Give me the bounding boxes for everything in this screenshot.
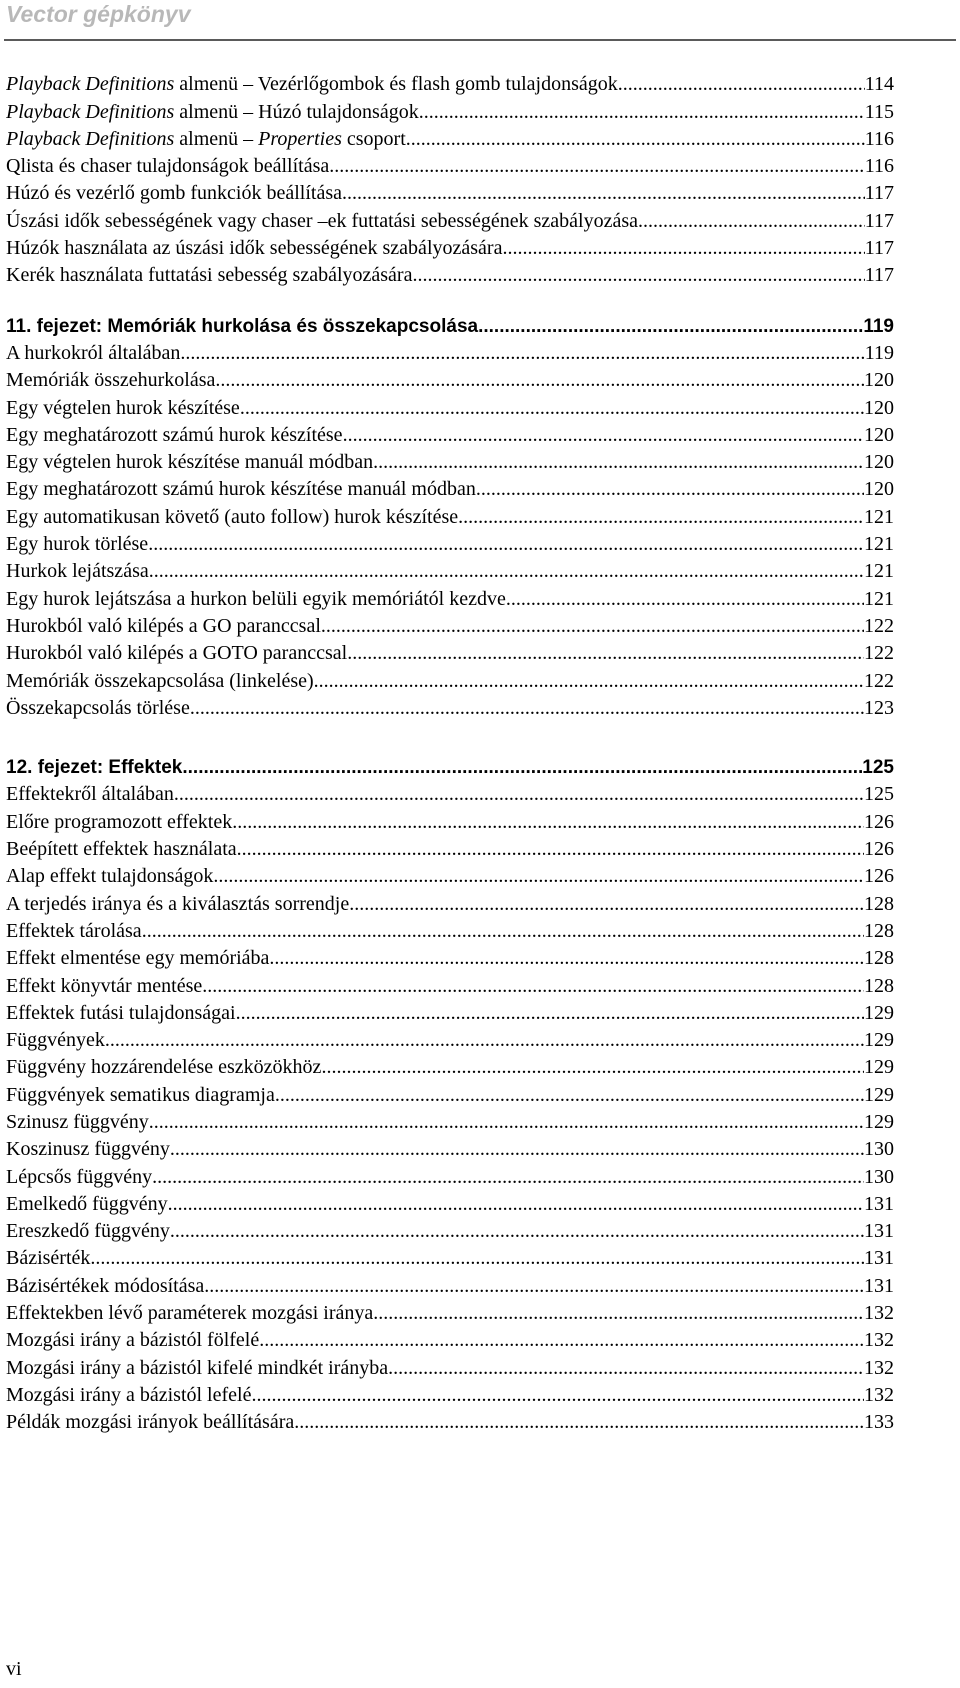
toc-entry[interactable]	[6, 1081, 894, 1108]
toc-entry-title: Koszinusz függvény	[6, 1138, 170, 1161]
toc-entry[interactable]	[6, 972, 894, 999]
toc-entry[interactable]	[6, 1409, 894, 1436]
toc-entry-title: Húzó és vezérlő gomb funkciók beállítása	[6, 182, 342, 205]
toc-entry-title: Emelkedő függvény	[6, 1192, 168, 1215]
toc-entry[interactable]	[6, 613, 894, 640]
toc-entry[interactable]	[6, 667, 894, 694]
dot-leader	[237, 836, 864, 863]
dot-leader	[314, 668, 864, 695]
toc-entry[interactable]	[6, 863, 894, 890]
toc-entry-page: 121	[864, 560, 894, 583]
table-of-contents	[6, 71, 894, 1436]
toc-entry[interactable]	[6, 808, 894, 835]
toc-entry-title: Szinusz függvény	[6, 1110, 149, 1133]
dot-leader	[240, 395, 864, 422]
toc-entry-page: 117	[864, 182, 894, 205]
toc-entry[interactable]	[6, 126, 894, 153]
toc-entry[interactable]	[6, 531, 894, 558]
toc-entry[interactable]	[6, 1300, 894, 1327]
toc-entry[interactable]	[6, 585, 894, 612]
toc-entry[interactable]	[6, 1218, 894, 1245]
toc-entry-title: Függvények	[6, 1029, 105, 1052]
toc-group-3	[6, 781, 894, 1436]
dot-leader	[419, 99, 865, 126]
toc-entry-title: Effekt könyvtár mentése	[6, 974, 203, 997]
toc-entry-title: Effekt elmentése egy memóriába	[6, 947, 270, 970]
toc-entry[interactable]	[6, 262, 894, 289]
toc-entry-page: 120	[864, 396, 894, 419]
toc-entry-page: 126	[864, 838, 894, 861]
toc-entry-page: 131	[864, 1274, 894, 1297]
dot-leader	[502, 235, 864, 262]
toc-entry-title: Függvények sematikus diagramja	[6, 1083, 275, 1106]
toc-entry[interactable]	[6, 367, 894, 394]
toc-entry[interactable]	[6, 180, 894, 207]
toc-entry-title: Előre programozott effektek	[6, 810, 233, 833]
chapter-title: 11. fejezet: Memóriák hurkolása és összekapcsolása	[6, 315, 479, 337]
toc-entry-page: 130	[864, 1138, 894, 1161]
dot-leader	[182, 754, 862, 781]
chapter-page: 119	[863, 315, 894, 337]
toc-entry-page: 120	[864, 369, 894, 392]
toc-entry[interactable]	[6, 918, 894, 945]
toc-entry-title: Bázisérték	[6, 1247, 91, 1270]
toc-entry-page: 120	[864, 478, 894, 501]
toc-entry-page: 125	[864, 783, 894, 806]
toc-entry-title: Egy hurok törlése	[6, 533, 149, 556]
toc-entry[interactable]	[6, 890, 894, 917]
toc-entry[interactable]	[6, 235, 894, 262]
dot-leader	[275, 1082, 864, 1109]
toc-entry-page: 128	[864, 892, 894, 915]
dot-leader	[388, 1355, 864, 1382]
dot-leader	[105, 1027, 864, 1054]
toc-entry[interactable]	[6, 422, 894, 449]
toc-entry-title: Effektek futási tulajdonságai	[6, 1001, 236, 1024]
toc-entry-page: 129	[864, 1110, 894, 1133]
toc-entry-page: 120	[864, 423, 894, 446]
toc-entry-page: 117	[864, 209, 894, 232]
toc-entry-title: Beépített effektek használata	[6, 838, 237, 861]
toc-entry[interactable]	[6, 1109, 894, 1136]
toc-entry-page: 122	[864, 614, 894, 637]
toc-entry-page: 132	[864, 1383, 894, 1406]
toc-entry-page: 131	[864, 1247, 894, 1270]
toc-entry[interactable]	[6, 1382, 894, 1409]
dot-leader	[406, 126, 865, 153]
toc-entry[interactable]	[6, 98, 894, 125]
toc-entry-page: 126	[864, 810, 894, 833]
toc-entry-page: 119	[864, 341, 894, 364]
toc-entry[interactable]	[6, 1272, 894, 1299]
toc-chapter-11[interactable]	[6, 312, 894, 339]
toc-entry-page: 131	[864, 1220, 894, 1243]
toc-entry[interactable]	[6, 503, 894, 530]
toc-entry[interactable]	[6, 695, 894, 722]
toc-entry-page: 129	[864, 1001, 894, 1024]
toc-entry-page: 120	[864, 451, 894, 474]
dot-leader	[204, 1273, 864, 1300]
dot-leader	[321, 613, 864, 640]
toc-entry-page: 116	[864, 155, 894, 178]
toc-entry-title: Hurokból való kilépés a GO paranccsal	[6, 614, 321, 637]
toc-entry[interactable]	[6, 1327, 894, 1354]
dot-leader	[202, 973, 864, 1000]
toc-entry-title: Egy hurok lejátszása a hurkon belüli egyik memóriától kezdve	[6, 587, 506, 610]
dot-leader	[412, 262, 864, 289]
dot-leader	[458, 504, 864, 531]
toc-entry-page: 132	[864, 1356, 894, 1379]
toc-entry-page: 121	[864, 505, 894, 528]
dot-leader	[638, 208, 865, 235]
toc-entry-page: 121	[864, 533, 894, 556]
toc-entry-page: 132	[864, 1329, 894, 1352]
toc-entry[interactable]	[6, 1136, 894, 1163]
toc-entry[interactable]	[6, 153, 894, 180]
toc-group-2	[6, 340, 894, 722]
toc-entry-title: Playback Definitions almenü – Vezérlőgombok és flash gomb tulajdonságok	[6, 73, 618, 96]
toc-entry-title: Mozgási irány a bázistól kifelé mindkét irányba	[6, 1356, 389, 1379]
toc-entry-title: Bázisértékek módosítása	[6, 1274, 205, 1297]
toc-entry-title: Effektekről általában	[6, 783, 174, 806]
dot-leader	[152, 1164, 864, 1191]
toc-entry-page: 121	[864, 587, 894, 610]
dot-leader	[343, 422, 864, 449]
toc-entry[interactable]	[6, 1163, 894, 1190]
toc-entry-page: 129	[864, 1029, 894, 1052]
toc-entry-title: Mozgási irány a bázistól lefelé	[6, 1383, 252, 1406]
toc-entry[interactable]	[6, 1245, 894, 1272]
toc-entry[interactable]	[6, 836, 894, 863]
toc-entry[interactable]	[6, 449, 894, 476]
toc-entry-page: 129	[864, 1056, 894, 1079]
dot-leader	[618, 71, 865, 98]
dot-leader	[90, 1245, 864, 1272]
toc-entry-title: Húzók használata az úszási idők sebességének szabályozására	[6, 237, 503, 260]
toc-entry-title: Egy meghatározott számú hurok készítése manuál módban	[6, 478, 476, 501]
toc-entry-title: Playback Definitions almenü – Properties csoport	[6, 127, 406, 150]
dot-leader	[478, 313, 863, 340]
dot-leader	[174, 781, 864, 808]
dot-leader	[251, 1382, 864, 1409]
toc-entry-page: 132	[864, 1302, 894, 1325]
dot-leader	[373, 1300, 864, 1327]
toc-entry-page: 122	[864, 669, 894, 692]
dot-leader	[349, 891, 864, 918]
toc-entry[interactable]	[6, 71, 894, 98]
toc-entry-title: Ereszkedő függvény	[6, 1220, 170, 1243]
toc-entry-title: Úszási idők sebességének vagy chaser –ek futtatási sebességének szabályozása	[6, 209, 638, 232]
dot-leader	[170, 1218, 864, 1245]
toc-group-1	[6, 71, 894, 289]
dot-leader	[294, 1409, 864, 1436]
toc-entry-page: 116	[864, 127, 894, 150]
toc-entry-page: 128	[864, 947, 894, 970]
toc-entry[interactable]	[6, 558, 894, 585]
toc-entry-page: 130	[864, 1165, 894, 1188]
toc-entry-title: Mozgási irány a bázistól fölfelé	[6, 1329, 260, 1352]
header-rule	[4, 39, 956, 41]
dot-leader	[269, 945, 864, 972]
dot-leader	[148, 531, 864, 558]
toc-entry-page: 115	[864, 100, 894, 123]
toc-entry-page: 123	[864, 696, 894, 719]
chapter-page: 125	[862, 757, 894, 779]
toc-entry[interactable]	[6, 207, 894, 234]
dot-leader	[342, 180, 865, 207]
dot-leader	[215, 367, 864, 394]
toc-entry-page: 128	[864, 919, 894, 942]
toc-entry-title: Egy meghatározott számú hurok készítése	[6, 423, 343, 446]
toc-entry-page: 117	[864, 264, 894, 287]
dot-leader	[232, 809, 864, 836]
dot-leader	[149, 1109, 864, 1136]
dot-leader	[170, 1136, 864, 1163]
toc-entry[interactable]	[6, 340, 894, 367]
toc-entry-title: Egy végtelen hurok készítése	[6, 396, 240, 419]
toc-entry[interactable]	[6, 781, 894, 808]
page-number: vi	[6, 1658, 22, 1680]
toc-entry-page: 126	[864, 865, 894, 888]
toc-entry-title: Egy végtelen hurok készítése manuál módban	[6, 451, 374, 474]
toc-entry-page: 122	[864, 642, 894, 665]
dot-leader	[180, 340, 864, 367]
toc-entry-title: Memóriák összehurkolása	[6, 369, 216, 392]
dot-leader	[259, 1327, 864, 1354]
dot-leader	[347, 640, 864, 667]
toc-entry-title: Összekapcsolás törlése	[6, 696, 190, 719]
toc-entry-page: 117	[864, 237, 894, 260]
toc-entry-title: A terjedés iránya és a kiválasztás sorrendje	[6, 892, 350, 915]
dot-leader	[506, 586, 864, 613]
toc-entry-page: 133	[864, 1411, 894, 1434]
toc-entry[interactable]	[6, 476, 894, 503]
dot-leader	[149, 558, 864, 585]
toc-entry[interactable]	[6, 945, 894, 972]
dot-leader	[373, 449, 864, 476]
dot-leader	[476, 476, 864, 503]
toc-entry[interactable]	[6, 1354, 894, 1381]
toc-entry[interactable]	[6, 1191, 894, 1218]
toc-entry-page: 128	[864, 974, 894, 997]
toc-entry-page: 131	[864, 1192, 894, 1215]
document-header-title: Vector gépkönyv	[6, 1, 191, 27]
toc-entry-title: Függvény hozzárendelése eszközökhöz	[6, 1056, 322, 1079]
dot-leader	[213, 863, 864, 890]
toc-entry-title: Qlista és chaser tulajdonságok beállítása	[6, 155, 330, 178]
toc-entry-title: Példák mozgási irányok beállítására	[6, 1411, 295, 1434]
toc-entry-title: Playback Definitions almenü – Húzó tulajdonságok	[6, 100, 419, 123]
dot-leader	[329, 153, 865, 180]
toc-entry-title: Lépcsős függvény	[6, 1165, 153, 1188]
toc-entry[interactable]	[6, 394, 894, 421]
toc-entry-title: Effektek tárolása	[6, 919, 142, 942]
toc-entry-title: Alap effekt tulajdonságok	[6, 865, 214, 888]
toc-entry-title: Hurkok lejátszása	[6, 560, 149, 583]
toc-entry-title: Hurokból való kilépés a GOTO paranccsal	[6, 642, 348, 665]
toc-entry-title: Effektekben lévő paraméterek mozgási iránya	[6, 1302, 374, 1325]
toc-entry-page: 114	[864, 73, 894, 96]
toc-entry[interactable]	[6, 1054, 894, 1081]
toc-chapter-12[interactable]	[6, 754, 894, 781]
toc-entry-title: Memóriák összekapcsolása (linkelése)	[6, 669, 314, 692]
toc-entry[interactable]	[6, 1000, 894, 1027]
toc-entry-page: 129	[864, 1083, 894, 1106]
chapter-title: 12. fejezet: Effektek	[6, 757, 183, 779]
dot-leader	[236, 1000, 864, 1027]
dot-leader	[190, 695, 864, 722]
toc-entry-title: Kerék használata futtatási sebesség szabályozására	[6, 264, 413, 287]
dot-leader	[168, 1191, 864, 1218]
toc-entry-title: Egy automatikusan követő (auto follow) hurok készítése	[6, 505, 459, 528]
toc-entry-title: A hurkokról általában	[6, 341, 181, 364]
dot-leader	[142, 918, 864, 945]
toc-entry[interactable]	[6, 1027, 894, 1054]
toc-entry[interactable]	[6, 640, 894, 667]
dot-leader	[321, 1054, 864, 1081]
